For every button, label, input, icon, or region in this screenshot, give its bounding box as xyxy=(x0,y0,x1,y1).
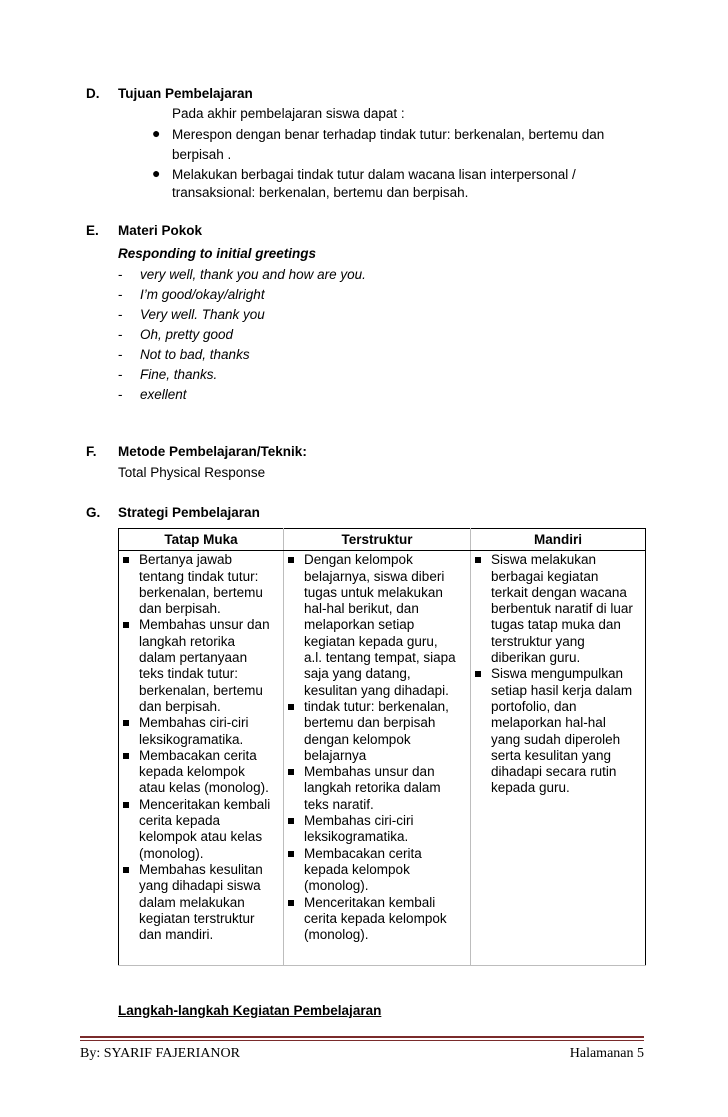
mandiri-cell xyxy=(471,551,646,966)
list-item: Membahas unsur dan langkah retorika dalam pertanyaan teks tindak tutur: berkenalan, bertemu dan berpisah. xyxy=(119,617,281,715)
bullet-dot-icon: ● xyxy=(152,165,161,181)
dash-icon: - xyxy=(118,307,123,322)
greeting-item: Not to bad, thanks xyxy=(140,347,250,362)
dash-icon: - xyxy=(118,267,123,282)
objective-line: berpisah . xyxy=(172,147,232,162)
list-item: Membacakan cerita kepada kelompok atau kelas (monolog). xyxy=(119,748,281,797)
section-letter: F. xyxy=(86,444,97,459)
list-item: tindak tutur: berkenalan, bertemu dan berpisah dengan kelompok belajarnya xyxy=(284,699,468,764)
list-item: Membahas ciri-ciri leksikogramatika. xyxy=(119,715,281,748)
column-header: Tatap Muka xyxy=(119,529,284,551)
list-item: Menceritakan kembali cerita kepada kelompok (monolog). xyxy=(284,895,468,944)
list-item: Bertanya jawab tentang tindak tutur: berkenalan, bertemu dan berpisah. xyxy=(119,552,281,617)
objective-line: Merespon dengan benar terhadap tindak tutur: berkenalan, bertemu dan xyxy=(172,127,605,142)
list-item: Menceritakan kembali cerita kepada kelompok atau kelas (monolog). xyxy=(119,797,281,862)
column-header: Mandiri xyxy=(471,529,646,551)
terstruktur-cell xyxy=(284,551,471,966)
footer-page-number: Halamanan 5 xyxy=(569,1046,644,1061)
greeting-item: exellent xyxy=(140,387,187,402)
greeting-item: Very well. Thank you xyxy=(140,307,265,322)
section-heading: Strategi Pembelajaran xyxy=(118,505,260,520)
section-heading: Materi Pokok xyxy=(118,223,203,238)
bullet-list xyxy=(284,552,468,943)
sub-heading: Responding to initial greetings xyxy=(118,246,317,261)
objective-line: transaksional: berkenalan, bertemu dan berpisah. xyxy=(172,185,469,200)
footer-rule xyxy=(80,1036,644,1038)
dash-icon: - xyxy=(118,327,123,342)
list-item: Dengan kelompok belajarnya, siswa diberi tugas untuk melakukan hal-hal berikut, dan melaporkan setiap kegiatan kepada guru, a.l. tentang tempat, siapa saja yang datang, kesulitan yang dihadapi. xyxy=(284,552,468,699)
list-item: Siswa mengumpulkan setiap hasil kerja dalam portofolio, dan melaporkan hal-hal yang sudah diperoleh serta kesulitan yang dihadapi secara rutin kepada guru. xyxy=(471,666,643,796)
section-letter: D. xyxy=(86,86,100,101)
greeting-item: Oh, pretty good xyxy=(140,327,234,342)
bullet-list xyxy=(119,552,281,943)
list-item: Siswa melakukan berbagai kegiatan terkait dengan wacana berbentuk naratif di luar tugas tatap muka dan terstruktur yang diberikan guru. xyxy=(471,552,643,666)
list-item: Membahas unsur dan langkah retorika dalam teks naratif. xyxy=(284,764,468,813)
table-row xyxy=(119,551,646,966)
list-item: Membacakan cerita kepada kelompok (monolog). xyxy=(284,846,468,895)
greeting-item: I’m good/okay/alright xyxy=(140,287,265,302)
section-letter: G. xyxy=(86,505,101,520)
column-header: Terstruktur xyxy=(284,529,471,551)
bullet-dot-icon: ● xyxy=(152,125,161,141)
intro-text: Pada akhir pembelajaran siswa dapat : xyxy=(172,106,405,121)
greeting-item: Fine, thanks. xyxy=(140,367,218,382)
footer-author: By: SYARIF FAJERIANOR xyxy=(80,1046,240,1061)
section-heading: Tujuan Pembelajaran xyxy=(118,86,253,101)
dash-icon: - xyxy=(118,347,123,362)
section-heading: Metode Pembelajaran/Teknik: xyxy=(118,444,307,459)
table-header-row xyxy=(119,529,646,551)
list-item: Membahas ciri-ciri leksikogramatika. xyxy=(284,813,468,846)
section-letter: E. xyxy=(86,223,99,238)
next-section-heading: Langkah-langkah Kegiatan Pembelajaran xyxy=(118,1003,382,1018)
tatap-muka-cell xyxy=(119,551,284,966)
bullet-list xyxy=(471,552,643,796)
objective-line: Melakukan berbagai tindak tutur dalam wacana lisan interpersonal / xyxy=(172,167,576,182)
dash-icon: - xyxy=(118,387,123,402)
dash-icon: - xyxy=(118,367,123,382)
footer-rule xyxy=(80,1040,644,1041)
strategy-table xyxy=(118,528,646,966)
method-text: Total Physical Response xyxy=(118,465,266,480)
list-item: Membahas kesulitan yang dihadapi siswa dalam melakukan kegiatan terstruktur dan mandiri. xyxy=(119,862,281,943)
dash-icon: - xyxy=(118,287,123,302)
greeting-item: very well, thank you and how are you. xyxy=(140,267,366,282)
